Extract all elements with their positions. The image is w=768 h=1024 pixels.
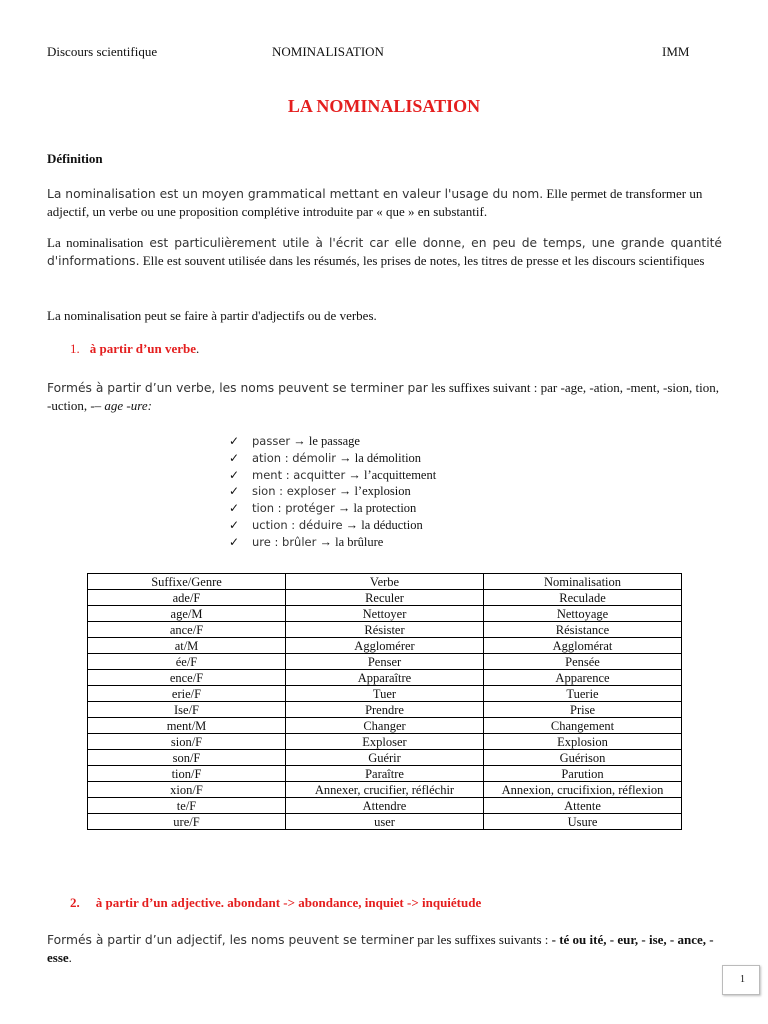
cell-nominalisation: Parution xyxy=(484,766,682,782)
cell-verb: Paraître xyxy=(286,766,484,782)
cell-verb: Attendre xyxy=(286,798,484,814)
cell-nominalisation: Attente xyxy=(484,798,682,814)
cell-suffix: xion/F xyxy=(88,782,286,798)
checkmark-icon: ✓ xyxy=(229,534,240,549)
cell-verb: Reculer xyxy=(286,590,484,606)
cell-verb: Guérir xyxy=(286,750,484,766)
usage-text-part2: est particulièrement utile à l'écrit car elle donne, en peu de temps, une grande quantité d'informations. xyxy=(47,236,722,268)
verb-suffix-part3: age -ure: xyxy=(104,398,152,413)
verb-suffix-part1: Formés à partir d’un verbe, les noms peuvent se terminer par xyxy=(47,381,428,395)
table-row xyxy=(88,606,682,622)
header-right: IMM xyxy=(662,44,690,59)
checkmark-icon: ✓ xyxy=(229,450,240,465)
table-row xyxy=(88,734,682,750)
page-title: LA NOMINALISATION xyxy=(287,96,481,116)
section-2-number: 2. xyxy=(70,895,80,910)
cell-nominalisation: Tuerie xyxy=(484,686,682,702)
table-row xyxy=(88,766,682,782)
verb-suffix-part2: les suffixes suivant : par -age, -ation, -ment, -sion, tion, -uction, -– xyxy=(47,380,719,413)
definition-heading: Définition xyxy=(47,151,103,166)
section-2-heading xyxy=(70,895,481,911)
cell-verb: Tuer xyxy=(286,686,484,702)
table-row xyxy=(88,654,682,670)
cell-nominalisation: Résistance xyxy=(484,622,682,638)
cell-suffix: age/M xyxy=(88,606,286,622)
usage-text-part3: Elle est souvent utilisée dans les résumés, les prises de notes, les titres de presse et les discours scientifiques xyxy=(139,253,705,268)
cell-verb: user xyxy=(286,814,484,830)
section-1-number: 1. xyxy=(70,341,80,356)
section-2-title: à partir d’un adjective. abondant -> abondance, inquiet -> inquiétude xyxy=(95,895,482,910)
table-row xyxy=(88,718,682,734)
cell-suffix: ure/F xyxy=(88,814,286,830)
list-item: ✓ ation : démolir → la démolition xyxy=(229,450,422,465)
header-verb: Verbe xyxy=(286,574,484,590)
cell-verb: Changer xyxy=(286,718,484,734)
cell-verb: Exploser xyxy=(286,734,484,750)
table-row xyxy=(88,622,682,638)
cell-nominalisation: Explosion xyxy=(484,734,682,750)
cell-suffix: ée/F xyxy=(88,654,286,670)
cell-suffix: erie/F xyxy=(88,686,286,702)
usage-text-part1: La nominalisation xyxy=(47,235,144,250)
table-row xyxy=(88,686,682,702)
table-row xyxy=(88,782,682,798)
cell-verb: Agglomérer xyxy=(286,638,484,654)
list-item: ✓ sion : exploser → l’explosion xyxy=(229,484,411,499)
cell-suffix: ence/F xyxy=(88,670,286,686)
page-number: 1 xyxy=(722,965,760,995)
header-left: Discours scientifique xyxy=(47,44,158,59)
list-item: ✓ tion : protéger → la protection xyxy=(229,501,417,516)
cell-verb: Penser xyxy=(286,654,484,670)
cell-suffix: tion/F xyxy=(88,766,286,782)
list-item: ✓ uction : déduire → la déduction xyxy=(229,517,423,532)
table-row xyxy=(88,702,682,718)
cell-nominalisation: Guérison xyxy=(484,750,682,766)
section-1-heading: 1. à partir d’un verbe. xyxy=(70,341,200,356)
cell-verb: Prendre xyxy=(286,702,484,718)
cell-suffix: son/F xyxy=(88,750,286,766)
cell-nominalisation: Agglomérat xyxy=(484,638,682,654)
table-row xyxy=(88,670,682,686)
list-item: ✓ ment : acquitter → l’acquittement xyxy=(229,467,437,482)
adjective-suffix-part4: . xyxy=(68,950,72,965)
cell-suffix: Ise/F xyxy=(88,702,286,718)
header-nominalisation: Nominalisation xyxy=(484,574,682,590)
cell-nominalisation: Prise xyxy=(484,702,682,718)
adjective-suffix-paragraph xyxy=(47,931,722,966)
cell-suffix: te/F xyxy=(88,798,286,814)
cell-suffix: ance/F xyxy=(88,622,286,638)
usage-paragraph xyxy=(47,234,722,270)
table-row xyxy=(88,638,682,654)
cell-suffix: ade/F xyxy=(88,590,286,606)
table-header-row xyxy=(88,574,682,590)
header-center: NOMINALISATION xyxy=(272,44,384,59)
checkmark-icon: ✓ xyxy=(229,434,240,448)
adjective-suffix-part1: Formés à partir d’un adjectif, les noms peuvent se terminer xyxy=(47,933,414,947)
checkmark-icon: ✓ xyxy=(229,517,240,532)
example-list xyxy=(229,433,436,551)
cell-nominalisation: Reculade xyxy=(484,590,682,606)
section-1-title: à partir d’un verbe xyxy=(89,341,197,356)
table-row xyxy=(88,590,682,606)
cell-nominalisation: Nettoyage xyxy=(484,606,682,622)
cell-nominalisation: Pensée xyxy=(484,654,682,670)
checkmark-icon: ✓ xyxy=(229,467,240,482)
cell-verb: Nettoyer xyxy=(286,606,484,622)
cell-nominalisation: Apparence xyxy=(484,670,682,686)
table-row xyxy=(88,814,682,830)
definition-text-part1: La nominalisation est un moyen grammatical mettant en valeur l'usage du nom. xyxy=(47,187,544,201)
cell-nominalisation: Usure xyxy=(484,814,682,830)
cell-suffix: ment/M xyxy=(88,718,286,734)
table-row xyxy=(88,750,682,766)
cell-verb: Annexer, crucifier, réfléchir xyxy=(286,782,484,798)
list-item: ✓ passer → le passage xyxy=(229,434,360,448)
definition-text-part2: Elle permet de transformer un adjectif, un verbe ou une proposition complétive introduite par « que » en substantif. xyxy=(47,186,703,219)
cell-suffix: at/M xyxy=(88,638,286,654)
cell-verb: Résister xyxy=(286,622,484,638)
adjective-suffix-part3: - té ou ité, - eur, - ise, - ance, - esse xyxy=(47,932,714,965)
table-row xyxy=(88,798,682,814)
adjective-suffix-part2: par les suffixes suivants : xyxy=(413,932,552,947)
verb-suffix-paragraph xyxy=(47,379,722,414)
checkmark-icon: ✓ xyxy=(229,501,240,516)
cell-nominalisation: Changement xyxy=(484,718,682,734)
cell-nominalisation: Annexion, crucifixion, réflexion xyxy=(484,782,682,798)
suffix-table xyxy=(87,573,682,830)
checkmark-icon: ✓ xyxy=(229,484,240,499)
list-item: ✓ ure : brûler → la brûlure xyxy=(229,534,384,549)
definition-paragraph xyxy=(47,185,722,220)
cell-verb: Apparaître xyxy=(286,670,484,686)
cell-suffix: sion/F xyxy=(88,734,286,750)
header-suffix: Suffixe/Genre xyxy=(88,574,286,590)
intro-paragraph: La nominalisation peut se faire à partir d'adjectifs ou de verbes. xyxy=(47,308,377,323)
